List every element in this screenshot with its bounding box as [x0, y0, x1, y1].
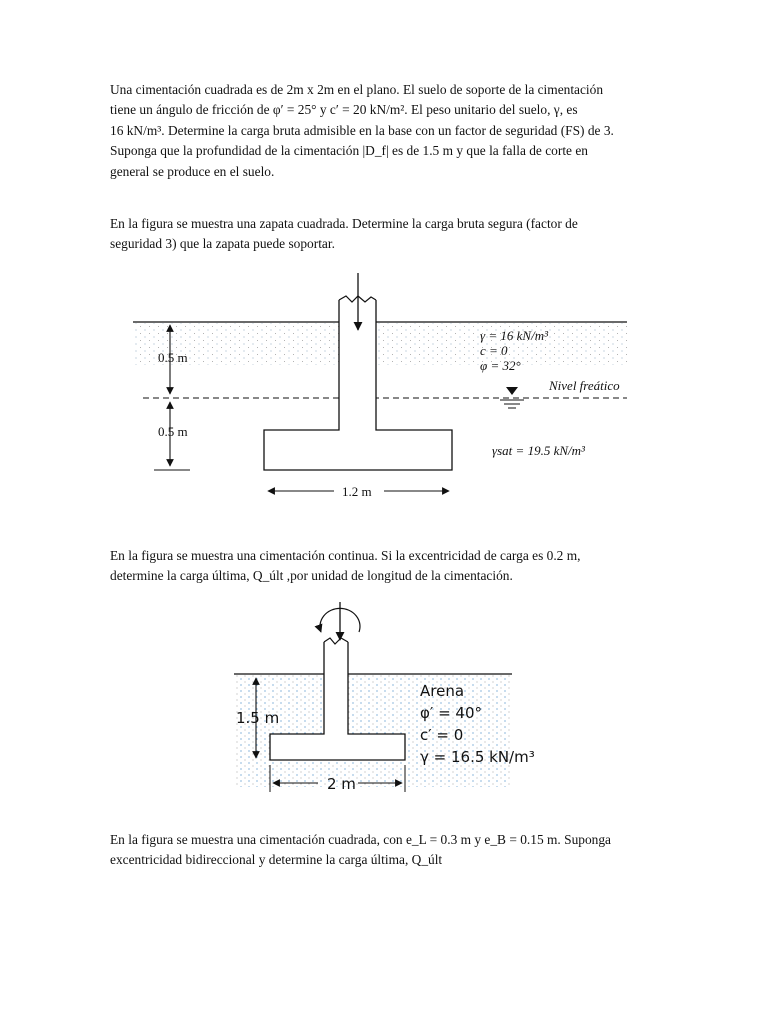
label-soil: Arena — [420, 682, 465, 700]
label-width-2: 2 m — [327, 775, 356, 793]
problem-1-line-5: general se produce en el suelo. — [110, 163, 275, 179]
problem-1-line-3: 16 kN/m³. Determine la carga bruta admisible en la base con un factor de seguridad (FS) de 3. — [110, 122, 614, 138]
sand-texture — [234, 675, 512, 787]
problem-3-line-1: En la figura se muestra una cimentación continua. Si la excentricidad de carga es 0.2 m, — [110, 548, 581, 563]
problem-1-line-4: Suponga que la profundidad de la cimentación |D_f| es de 1.5 m y que la falla de corte en — [110, 143, 588, 159]
problem-3-line-2: determine la carga última, Q_últ ,por unidad de longitud de la cimentación. — [110, 568, 513, 584]
problem-2-line-1: En la figura se muestra una zapata cuadrada. Determine la carga bruta segura (factor de — [110, 216, 578, 231]
label-gamma-sat: γsat = 19.5 kN/m³ — [492, 443, 585, 458]
problem-1-line-1: Una cimentación cuadrada es de 2m x 2m en el plano. El suelo de soporte de la cimentación — [110, 82, 604, 97]
label-depth-top: 0.5 m — [158, 350, 188, 365]
label-cohesion-2: c′ = 0 — [420, 726, 464, 744]
problem-4-text — [110, 830, 658, 871]
label-cohesion: c = 0 — [480, 343, 508, 358]
problem-1-line-2: tiene un ángulo de fricción de φ′ = 25° y c′ = 20 kN/m². El peso unitario del suelo, γ, es — [110, 102, 578, 118]
problem-4-line-1: En la figura se muestra una cimentación cuadrada, con e_L = 0.3 m y e_B = 0.15 m. Suponga — [110, 832, 611, 847]
label-friction-angle-2: φ′ = 40° — [420, 704, 482, 722]
label-gamma-2: γ = 16.5 kN/m³ — [420, 748, 535, 766]
label-depth-bottom: 0.5 m — [158, 424, 188, 439]
label-depth-2: 1.5 m — [236, 709, 280, 727]
label-water-table: Nivel freático — [549, 378, 620, 393]
label-gamma: γ = 16 kN/m³ — [480, 328, 548, 343]
problem-4-line-2: excentricidad bidireccional y determine la carga última, Q_últ — [110, 852, 443, 868]
problem-2-line-2: seguridad 3) que la zapata puede soportar. — [110, 236, 335, 252]
label-friction-angle: φ = 32° — [480, 358, 521, 373]
label-width: 1.2 m — [342, 484, 372, 499]
